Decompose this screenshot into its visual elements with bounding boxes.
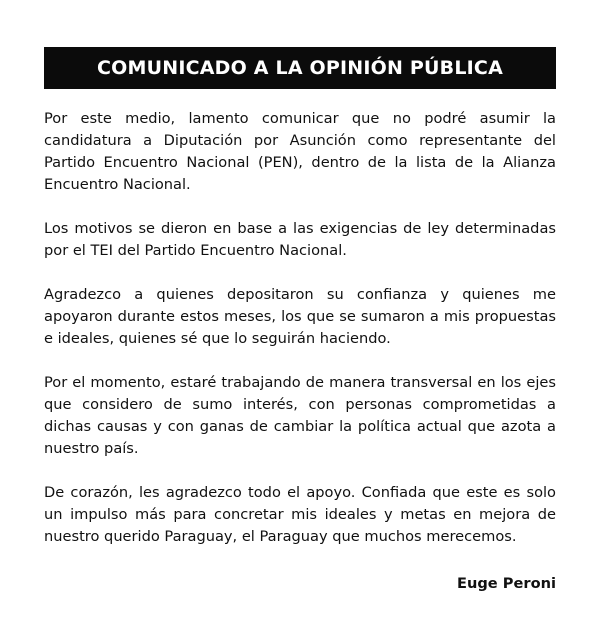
paragraph-1: Por este medio, lamento comunicar que no podré asumir la candidatura a Diputación por Asunción como representante del Partido Encuentro Nacional (PEN), dentro de la lista de la Alianza Encuentro Nacional. [44,110,556,193]
document-title: COMUNICADO A LA OPINIÓN PÚBLICA [97,57,503,79]
statement-body [44,108,556,548]
signature: Euge Peroni [457,575,556,592]
paragraph-3: Agradezco a quienes depositaron su confianza y quienes me apoyaron durante estos meses, los que se sumaron a mis propuestas e ideales, quienes sé que lo seguirán haciendo. [44,286,556,347]
paragraph-4: Por el momento, estaré trabajando de manera transversal en los ejes que considero de sumo interés, con personas comprometidas a dichas causas y con ganas de cambiar la política actual que azota a nuestro país. [44,374,556,457]
paragraph-2: Los motivos se dieron en base a las exigencias de ley determinadas por el TEI del Partido Encuentro Nacional. [44,220,556,259]
title-banner [44,47,556,89]
paragraph-5: De corazón, les agradezco todo el apoyo. Confiada que este es solo un impulso más para concretar mis ideales y metas en mejora de nuestro querido Paraguay, el Paraguay que muchos merecemos. [44,484,556,545]
